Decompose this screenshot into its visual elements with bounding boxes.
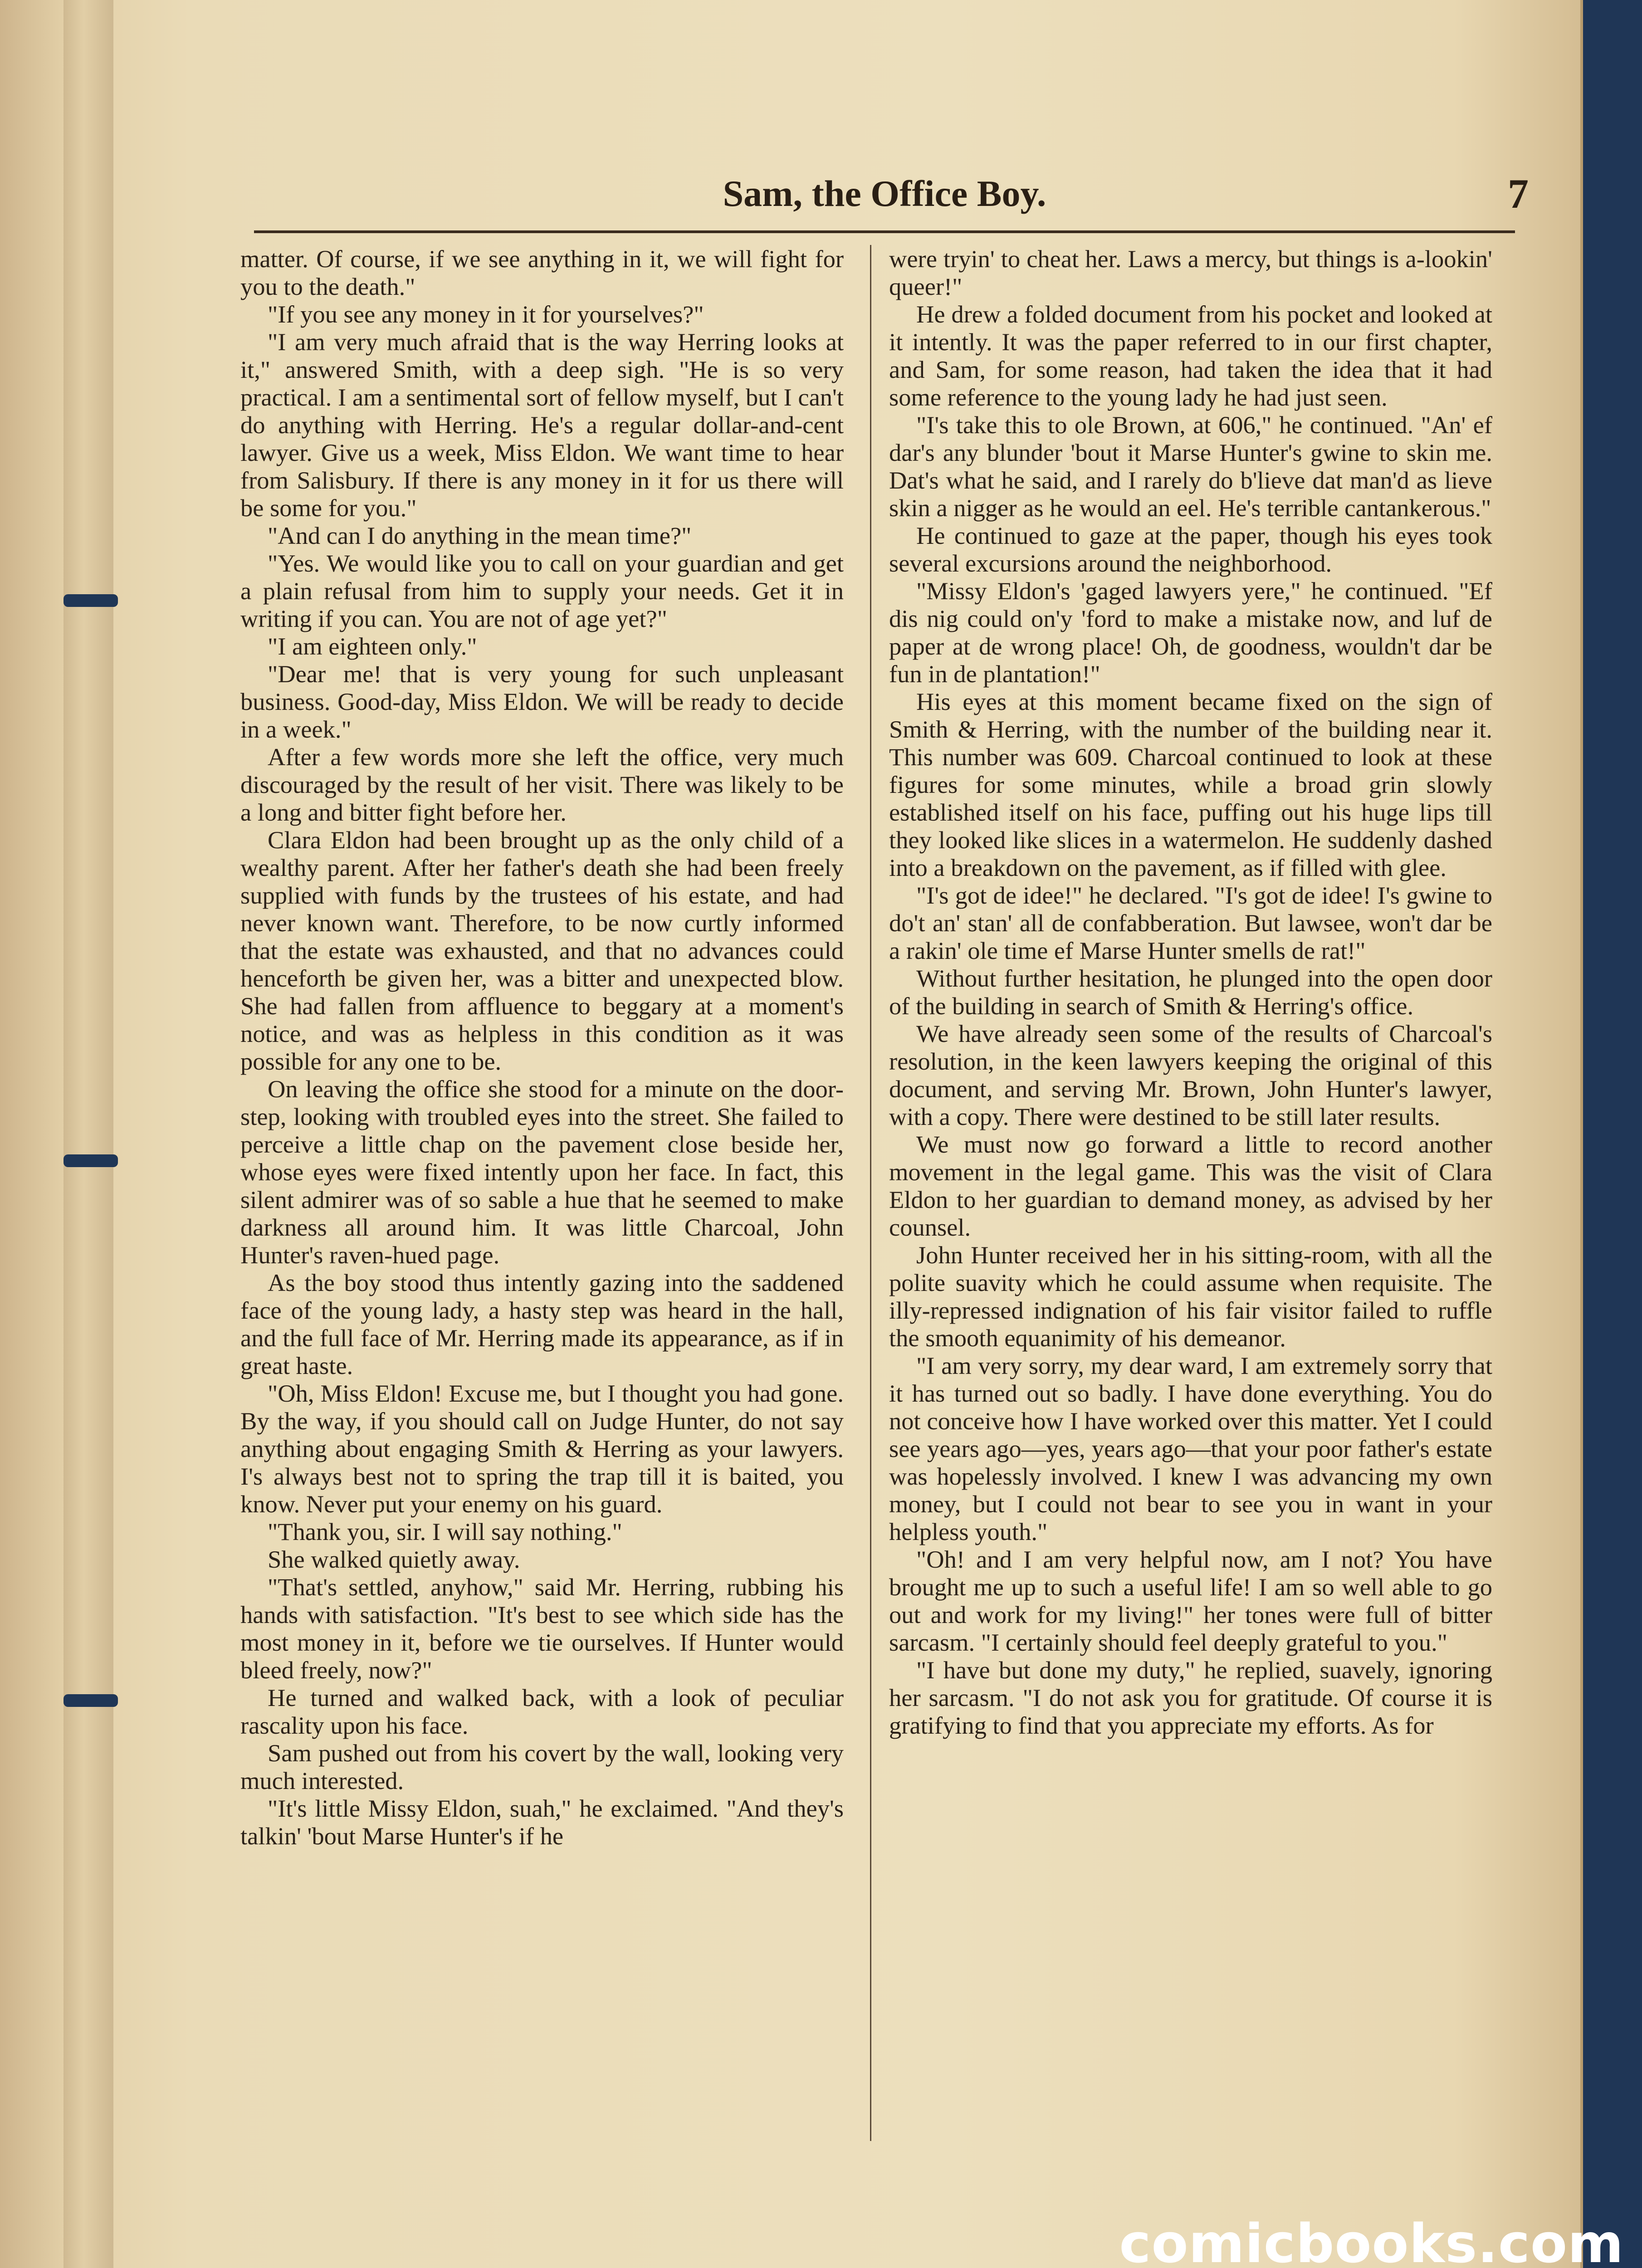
paragraph: She walked quietly away. xyxy=(268,1545,520,1573)
paragraph: He turned and walked back, with a look of peculiar rascality upon his face. xyxy=(240,1684,844,1739)
paragraph: "I am very sorry, my dear ward, I am extremely sorry that it has turned out so badly. I have done everything. You do not conceive how I have worked over this matter. Yet I could see years ago—yes, years ago—that your poor father's estate was hopelessly involved. I knew I was advancing my own money, but I could not bear to see you in want in your helpless youth." xyxy=(889,1352,1492,1545)
paragraph: "Oh! and I am very helpful now, am I not? You have brought me up to such a useful life! I am so well able to go out and work for my living!" her tones were full of bitter sarcasm. "I certainly should feel deeply grateful to you." xyxy=(889,1545,1492,1656)
paragraph: "I am eighteen only." xyxy=(268,632,477,660)
paragraph: Without further hesitation, he plunged into the open door of the building in search of Smith & Herring's office. xyxy=(889,964,1492,1020)
right-column xyxy=(889,245,1492,2141)
paragraph: We have already seen some of the results of Charcoal's resolution, in the keen lawyers keeping the original of this document, and serving Mr. Brown, John Hunter's lawyer, with a copy. There were destined to be still later results. xyxy=(889,1020,1492,1130)
paragraph: "I am very much afraid that is the way Herring looks at it," answered Smith, with a deep sigh. "He is so very practical. I am a sentimental sort of fellow myself, but I can't do anything with Herring. He's a regular dollar-and-cent lawyer. Give us a week, Miss Eldon. We want time to hear from Salisbury. If there is any money in it for us there will be some for you." xyxy=(240,328,844,522)
paragraph: "I's got de idee!" he declared. "I's got de idee! I's gwine to do't an' stan' all de confabberation. But lawsee, won't dar be a rakin' ole time ef Marse Hunter smells de rat!" xyxy=(889,881,1492,964)
binding-stitch xyxy=(64,1694,118,1707)
paragraph: "I have but done my duty," he replied, suavely, ignoring her sarcasm. "I do not ask you for gratitude. Of course it is gratifying to find that you appreciate my efforts. As for xyxy=(889,1656,1492,1739)
paragraph: matter. Of course, if we see anything in it, we will fight for you to the death." xyxy=(240,245,844,300)
paragraph: His eyes at this moment became fixed on the sign of Smith & Herring, with the number of the building near it. This number was 609. Charcoal continued to look at these figures for some minutes, while a broad grin slowly established itself on his face, puffing out his huge lips till they looked like slices in a watermelon. He suddenly dashed into a breakdown on the pavement, as if filled with glee. xyxy=(889,688,1492,881)
binding-stitch xyxy=(64,1154,118,1167)
paragraph: "I's take this to ole Brown, at 606," he continued. "An' ef dar's any blunder 'bout it Marse Hunter's gwine to skin me. Dat's what he said, and I rarely do b'lieve dat man'd as lieve skin a nigger as he would an eel. He's terrible cantankerous." xyxy=(889,411,1492,522)
paragraph: "Missy Eldon's 'gaged lawyers yere," he continued. "Ef dis nig could on'y 'ford to make a mistake now, and luf de paper at de wrong place! Oh, de goodness, wouldn't dar be fun in de plantation!" xyxy=(889,577,1492,688)
paragraph: Sam pushed out from his covert by the wall, looking very much interested. xyxy=(240,1739,844,1794)
binding-stitch xyxy=(64,594,118,607)
column-divider xyxy=(870,245,871,2141)
page-spine xyxy=(64,0,113,2268)
paragraph: "Oh, Miss Eldon! Excuse me, but I thought you had gone. By the way, if you should call on Judge Hunter, do not say anything about engaging Smith & Herring as your lawyers. I's always best not to spring the trap till it is baited, you know. Never put your enemy on his guard. xyxy=(240,1379,844,1518)
paragraph: were tryin' to cheat her. Laws a mercy, but things is a-lookin' queer!" xyxy=(889,245,1492,300)
paragraph: On leaving the office she stood for a minute on the door-step, looking with troubled eyes into the street. She failed to perceive a little chap on the pavement close beside her, whose eyes were fixed intently upon her face. In fact, this silent admirer was of so sable a hue that he seemed to make darkness all around him. It was little Charcoal, John Hunter's raven-hued page. xyxy=(240,1075,844,1269)
paragraph: We must now go forward a little to record another movement in the legal game. This was the visit of Clara Eldon to her guardian to demand money, as advised by her counsel. xyxy=(889,1130,1492,1241)
paragraph: As the boy stood thus intently gazing into the saddened face of the young lady, a hasty step was heard in the hall, and the full face of Mr. Herring made its appearance, as if in great haste. xyxy=(240,1269,844,1379)
paragraph: "It's little Missy Eldon, suah," he exclaimed. "And they's talkin' 'bout Marse Hunter's if he xyxy=(240,1794,844,1850)
page-number: 7 xyxy=(1508,171,1529,217)
left-column xyxy=(240,245,844,2141)
paragraph: He drew a folded document from his pocket and looked at it intently. It was the paper referred to in our first chapter, and Sam, for some reason, had taken the idea that it had some reference to the young lady he had just seen. xyxy=(889,300,1492,411)
paragraph: Clara Eldon had been brought up as the only child of a wealthy parent. After her father's death she had been freely supplied with funds by the trustees of his estate, and had never known want. Therefore, to be now curtly informed that the estate was exhausted, and that no advances could henceforth be given her, was a bitter and unexpected blow. She had fallen from affluence to beggary at a moment's notice, and was as helpless in this condition as it was possible for any one to be. xyxy=(240,826,844,1075)
page-header xyxy=(236,163,1533,227)
watermark: comicbooks.com xyxy=(1119,2212,1624,2268)
paragraph: "Yes. We would like you to call on your guardian and get a plain refusal from him to supply your needs. Get it in writing if you can. You are not of age yet?" xyxy=(240,549,844,632)
paragraph: After a few words more she left the office, very much discouraged by the result of her visit. There was likely to be a long and bitter fight before her. xyxy=(240,743,844,826)
paragraph: "And can I do anything in the mean time?" xyxy=(268,522,692,549)
paragraph: He continued to gaze at the paper, though his eyes took several excursions around the neighborhood. xyxy=(889,522,1492,577)
paragraph: "That's settled, anyhow," said Mr. Herring, rubbing his hands with satisfaction. "It's best to see which side has the most money in it, before we tie ourselves. If Hunter would bleed freely, now?" xyxy=(240,1573,844,1684)
paragraph: John Hunter received her in his sitting-room, with all the polite suavity which he could assume when requisite. The illy-repressed indignation of his fair visitor failed to ruffle the smooth equanimity of his demeanor. xyxy=(889,1241,1492,1352)
paragraph: "Thank you, sir. I will say nothing." xyxy=(268,1518,622,1545)
header-rule xyxy=(254,230,1515,233)
running-title: Sam, the Office Boy. xyxy=(723,173,1046,214)
paragraph: "Dear me! that is very young for such unpleasant business. Good-day, Miss Eldon. We will be ready to decide in a week." xyxy=(240,660,844,743)
paragraph: "If you see any money in it for yourselves?" xyxy=(268,300,704,328)
